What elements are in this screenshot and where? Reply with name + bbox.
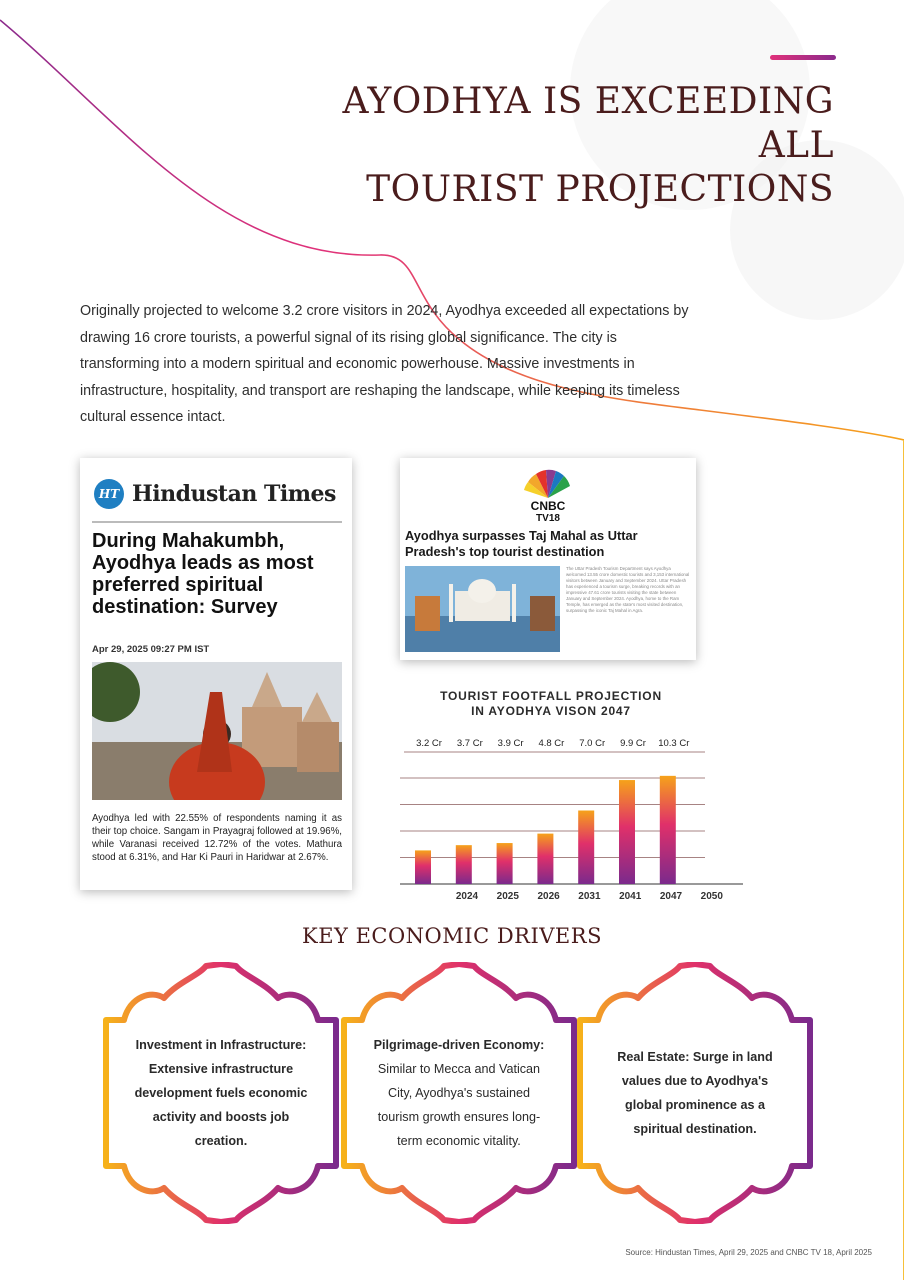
bar-value-label: 7.0 Cr [579,738,606,749]
driver-description: Similar to Mecca and Vatican City, Ayodhya's sustained tourism growth ensures long-term economic vitality. [377,1062,541,1148]
x-tick-label: 2050 [700,891,723,902]
ht-date: Apr 29, 2025 09:27 PM IST [92,644,210,655]
bar [415,850,431,884]
bar [537,834,553,884]
chart-title-line1: TOURIST FOOTFALL PROJECTION [440,689,662,703]
ht-body-text: Ayodhya led with 22.55% of respondents naming it as their top choice. Sangam in Prayagraj followed at 19.96%, while Varanasi received 12.72% of the votes. Mathura stood at 6.31%, and Har Ki Pauri in Haridwar at 2.67%. [92,813,342,863]
title-accent-line [770,55,836,60]
driver-card-infrastructure [102,962,340,1224]
bar [619,780,635,884]
x-tick-label: 2025 [496,891,519,902]
driver-heading: Pilgrimage-driven Economy: [373,1038,545,1052]
hindustan-times-clipping [80,458,352,890]
drivers-title: KEY ECONOMIC DRIVERS [302,924,602,948]
footfall-bar-chart [395,728,745,908]
bar-value-label: 3.9 Cr [497,738,524,749]
chart-title [400,689,702,719]
driver-heading: Investment in Infrastructure: [135,1038,307,1052]
page-title-line2: TOURIST PROJECTIONS [366,169,834,210]
x-tick-label: 2041 [619,891,642,902]
x-tick-label: 2047 [659,891,683,902]
cnbc-logo-subtext: TV18 [536,513,560,524]
ht-headline: During Mahakumbh, Ayodhya leads as most preferred spiritual destination: Survey [92,530,314,618]
bar [660,776,676,884]
intro-paragraph: Originally projected to welcome 3.2 crore visitors in 2024, Ayodhya exceeded all expectations by drawing 16 crore tourists, a powerful signal of its rising global significance. The city is transforming into a modern spiritual and economic powerhouse. Massive investments in infrastructure, hospitality, and transport are reshaping the landscape, while keeping its timeless cultural essence intact. [80,303,689,425]
driver-card-real-estate [576,962,814,1224]
bar-value-label: 9.9 Cr [620,738,646,749]
cnbc-headline: Ayodhya surpasses Taj Mahal as Uttar Pradesh's top tourist destination [405,528,638,559]
bar-value-label: 10.3 Cr [658,738,690,749]
bar-value-label: 3.7 Cr [456,738,483,749]
hindustan-times-logo [94,478,344,510]
ht-photo-temple-devotee [92,662,342,800]
cnbc-photo-taj-mahal [405,566,560,652]
bar [456,845,472,884]
source-note: Source: Hindustan Times, April 29, 2025 and CNBC TV 18, April 2025 [625,1248,872,1257]
driver-card-pilgrimage [340,962,578,1224]
bar [497,843,513,884]
chart-title-line2: IN AYODHYA VISON 2047 [471,704,631,718]
ht-badge-icon: HT [94,479,124,509]
page-title-line1: AYODHYA IS EXCEEDING ALL [342,81,834,166]
ht-masthead: Hindustan Times [132,481,336,507]
cnbc-peacock-logo-icon [518,464,578,524]
bar [578,811,594,885]
x-tick-label: 2024 [455,891,479,902]
bar-value-label: 4.8 Cr [538,738,565,749]
divider [92,521,342,523]
x-tick-label: 2026 [537,891,560,902]
bar-value-label: 3.2 Cr [416,738,442,749]
cnbc-clipping [400,458,696,660]
page-title [274,80,834,212]
cnbc-body-text: The Uttar Pradesh Tourism Department says Ayodhya welcomed 13.55 crore domestic tourists and 3,153 international visitors between January and September 2024. Uttar Pradesh has experienced a tourism surge, breaking records with an impressive 47.61 crore tourists visiting the state between January and September 2024. Ayodhya, home to the Ram Temple, has emerged as the state's most visited destination, surpassing the iconic Taj Mahal in Agra. [566,566,690,613]
x-tick-label: 2031 [578,891,601,902]
cnbc-logo-text: CNBC [530,499,566,513]
driver-description: Extensive infrastructure development fuels economic activity and boosts job creation. [134,1062,308,1148]
driver-heading: Real Estate: [617,1050,690,1064]
driver-description: Surge in land values due to Ayodhya's global prominence as a spiritual destination. [621,1050,773,1136]
